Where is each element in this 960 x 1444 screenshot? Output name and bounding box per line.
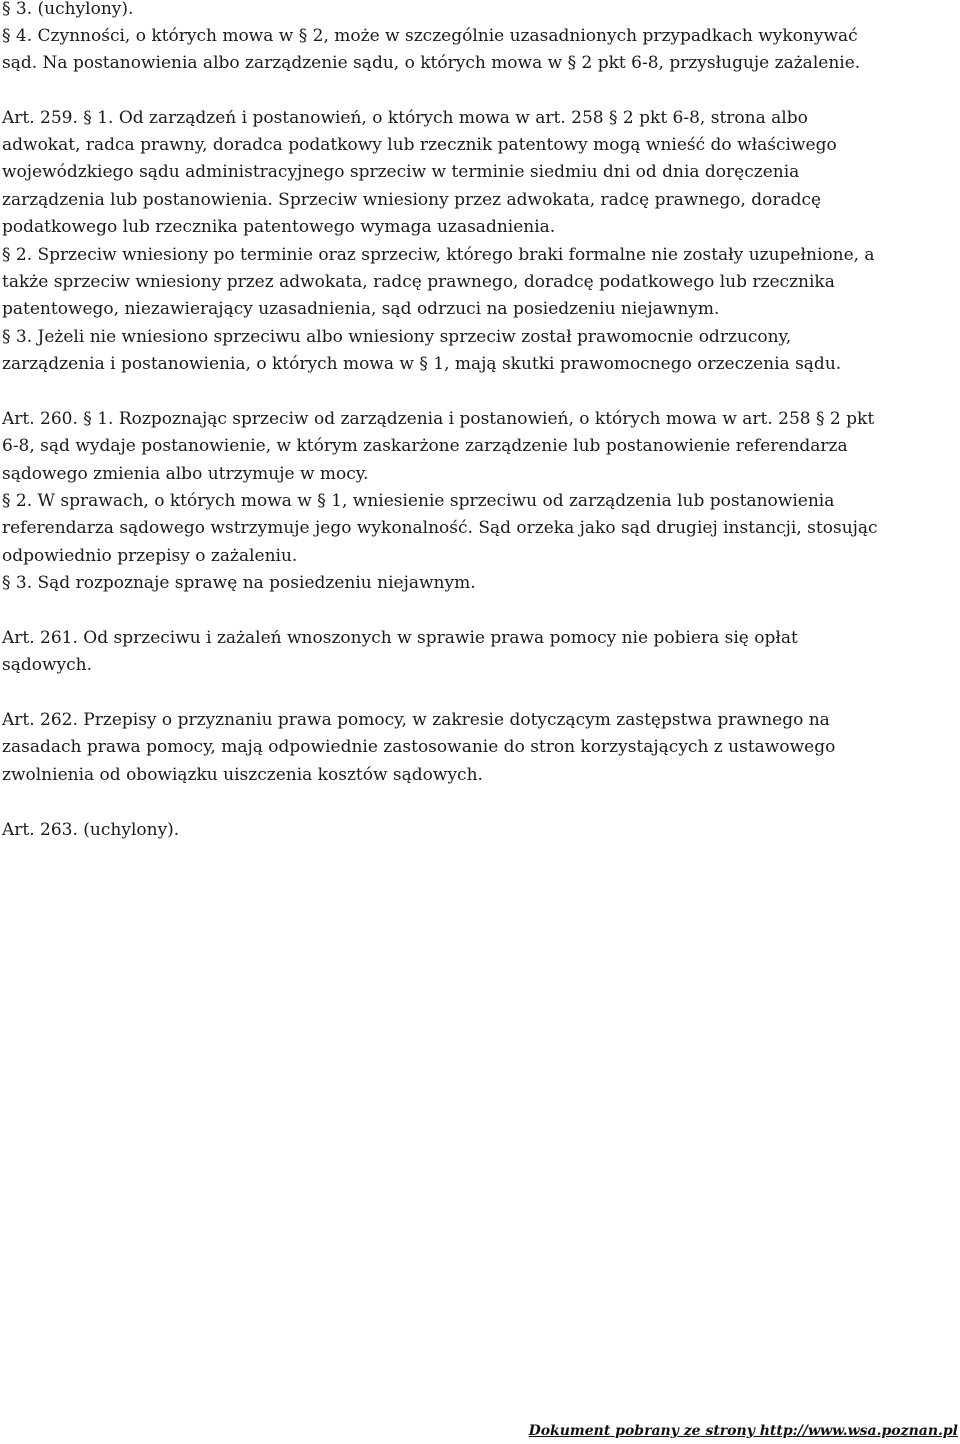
text-line: Art. 262. Przepisy o przyznaniu prawa pomocy, w zakresie dotyczącym zastępstwa prawnego na xyxy=(2,710,830,730)
text-line: podatkowego lub rzecznika patentowego wymaga uzasadnienia. xyxy=(2,217,556,237)
text-line: wojewódzkiego sądu administracyjnego sprzeciw w terminie siedmiu dni od dnia doręczenia xyxy=(2,162,800,182)
text-line: § 3. (uchylony). xyxy=(2,0,134,19)
text-line: Art. 263. (uchylony). xyxy=(2,820,180,840)
text-line: zasadach prawa pomocy, mają odpowiednie zastosowanie do stron korzystających z ustawowego xyxy=(2,737,836,757)
text-line: sądowych. xyxy=(2,655,93,675)
text-line: patentowego, niezawierający uzasadnienia, sąd odrzuci na posiedzeniu niejawnym. xyxy=(2,299,720,319)
text-line: zarządzenia i postanowienia, o których mowa w § 1, mają skutki prawomocnego orzeczenia sądu. xyxy=(2,354,842,374)
text-line: także sprzeciw wniesiony przez adwokata, radcę prawnego, doradcę podatkowego lub rzecznika xyxy=(2,272,835,292)
footer-source-link[interactable]: Dokument pobrany ze strony http://www.wsa.poznan.pl xyxy=(528,1423,958,1439)
text-line: Art. 260. § 1. Rozpoznając sprzeciw od zarządzenia i postanowień, o których mowa w art. 258 § 2 pkt xyxy=(2,409,875,429)
text-line: § 2. W sprawach, o których mowa w § 1, wniesienie sprzeciwu od zarządzenia lub postanowienia xyxy=(2,491,835,511)
text-line: § 3. Jeżeli nie wniesiono sprzeciwu albo wniesiony sprzeciw został prawomocnie odrzucony, xyxy=(2,327,792,347)
text-line: Art. 261. Od sprzeciwu i zażaleń wnoszonych w sprawie prawa pomocy nie pobiera się opłat xyxy=(2,628,798,648)
text-line: § 2. Sprzeciw wniesiony po terminie oraz sprzeciw, którego braki formalne nie zostały uzupełnione, a xyxy=(2,245,875,265)
text-line: zarządzenia lub postanowienia. Sprzeciw wniesiony przez adwokata, radcę prawnego, doradcę xyxy=(2,190,822,210)
text-line: § 4. Czynności, o których mowa w § 2, może w szczególnie uzasadnionych przypadkach wykonywać xyxy=(2,26,858,46)
text-line: Art. 259. § 1. Od zarządzeń i postanowień, o których mowa w art. 258 § 2 pkt 6-8, strona albo xyxy=(2,108,808,128)
text-line: zwolnienia od obowiązku uiszczenia kosztów sądowych. xyxy=(2,765,483,785)
text-line: referendarza sądowego wstrzymuje jego wykonalność. Sąd orzeka jako sąd drugiej instancji, stosując xyxy=(2,518,878,538)
text-line: odpowiednio przepisy o zażaleniu. xyxy=(2,546,298,566)
text-line: sąd. Na postanowienia albo zarządzenie sądu, o których mowa w § 2 pkt 6-8, przysługuje zażalenie. xyxy=(2,53,861,73)
text-line: sądowego zmienia albo utrzymuje w mocy. xyxy=(2,464,369,484)
text-line: adwokat, radca prawny, doradca podatkowy lub rzecznik patentowy mogą wnieść do właściwego xyxy=(2,135,837,155)
text-line: 6-8, sąd wydaje postanowienie, w którym zaskarżone zarządzenie lub postanowienie referendarza xyxy=(2,436,848,456)
text-line: § 3. Sąd rozpoznaje sprawę na posiedzeniu niejawnym. xyxy=(2,573,476,593)
